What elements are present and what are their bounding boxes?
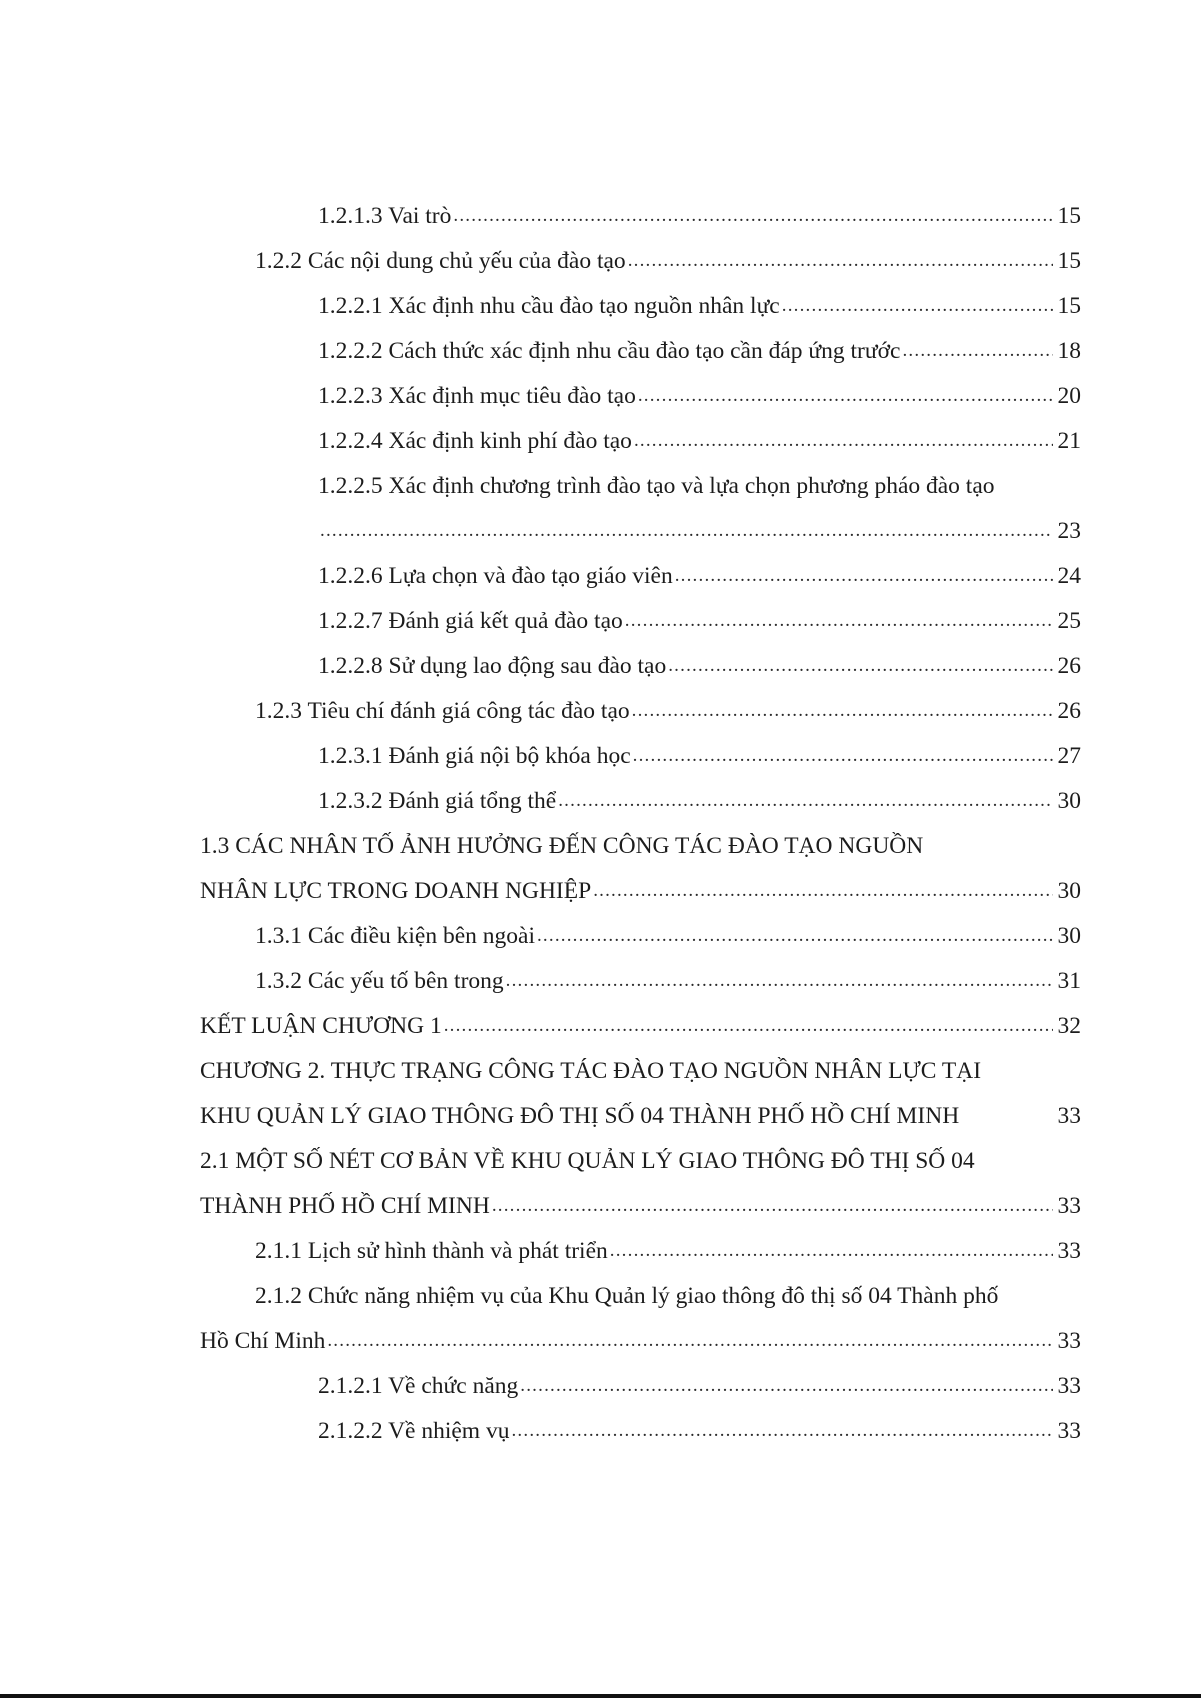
toc-entry-title: 1.3 CÁC NHÂN TỐ ẢNH HƯỞNG ĐẾN CÔNG TÁC ĐÀO TẠO NGUỒN bbox=[200, 833, 924, 859]
toc-entry bbox=[318, 1367, 1081, 1401]
toc-entry-title: 1.2.2.4 Xác định kinh phí đào tạo bbox=[318, 428, 632, 454]
toc-entry-title: 1.2.3 Tiêu chí đánh giá công tác đào tạo bbox=[255, 698, 630, 724]
toc-entry-title: 2.1.2 Chức năng nhiệm vụ của Khu Quản lý giao thông đô thị số 04 Thành phố bbox=[255, 1283, 999, 1309]
toc-entry-title: 1.2.2.8 Sử dụng lao động sau đào tạo bbox=[318, 653, 667, 679]
toc-entry-wrapped-end bbox=[200, 1322, 1081, 1356]
toc-leader-dots bbox=[453, 204, 1053, 228]
toc-entry-page: 20 bbox=[1057, 383, 1081, 409]
toc-entry-title: 1.3.2 Các yếu tố bên trong bbox=[255, 968, 504, 994]
toc-entry bbox=[255, 917, 1081, 951]
toc-entry bbox=[318, 1412, 1081, 1446]
toc-entry bbox=[318, 557, 1081, 591]
toc-entry bbox=[255, 692, 1081, 726]
toc-leader-dots bbox=[593, 879, 1053, 903]
toc-leader-dots bbox=[520, 1374, 1053, 1398]
toc-entry bbox=[255, 962, 1081, 996]
toc-entry bbox=[318, 737, 1081, 771]
toc-entry-wrapped-start bbox=[200, 827, 1081, 861]
toc-leader-dots bbox=[537, 924, 1053, 948]
toc-leader-dots bbox=[638, 384, 1053, 408]
toc-leader-dots bbox=[675, 564, 1053, 588]
toc-entry-page: 33 bbox=[1057, 1238, 1081, 1264]
toc-entry-title: KHU QUẢN LÝ GIAO THÔNG ĐÔ THỊ SỐ 04 THÀNH PHỐ HỒ CHÍ MINH bbox=[200, 1103, 960, 1129]
toc-entry-title: 1.2.2.5 Xác định chương trình đào tạo và lựa chọn phương pháo đào tạo bbox=[318, 473, 995, 499]
toc-entry-page: 15 bbox=[1057, 293, 1081, 319]
toc-entry-page: 31 bbox=[1057, 968, 1081, 994]
toc-leader-dots bbox=[511, 1419, 1053, 1443]
toc-entry bbox=[200, 1007, 1081, 1041]
toc-entry-title: 1.2.1.3 Vai trò bbox=[318, 203, 452, 229]
toc-entry-title: 1.2.2.1 Xác định nhu cầu đào tạo nguồn nhân lực bbox=[318, 293, 780, 319]
toc-entry-page: 33 bbox=[1057, 1193, 1081, 1219]
toc-entry-wrapped-end bbox=[200, 1097, 1081, 1131]
toc-entry-wrapped-start bbox=[200, 1142, 1081, 1176]
toc-entry-page: 25 bbox=[1057, 608, 1081, 634]
toc-leader-dots bbox=[633, 744, 1053, 768]
toc-entry-page: 33 bbox=[1057, 1328, 1081, 1354]
toc-leader-dots bbox=[782, 294, 1053, 318]
toc-entry-title: 1.2.2.7 Đánh giá kết quả đào tạo bbox=[318, 608, 623, 634]
toc-entry bbox=[318, 647, 1081, 681]
toc-entry-page: 30 bbox=[1057, 878, 1081, 904]
toc-entry-title: 2.1.2.1 Về chức năng bbox=[318, 1373, 519, 1399]
toc-entry-title: 1.2.3.1 Đánh giá nội bộ khóa học bbox=[318, 743, 631, 769]
toc-entry bbox=[318, 332, 1081, 366]
toc-entry bbox=[318, 287, 1081, 321]
toc-entry-wrapped-start bbox=[200, 1052, 1081, 1086]
toc-entry-page: 21 bbox=[1057, 428, 1081, 454]
page-bottom-edge bbox=[0, 1694, 1201, 1698]
toc-entry-page: 33 bbox=[1057, 1103, 1081, 1129]
toc-leader-dots bbox=[668, 654, 1053, 678]
toc-entry-page: 26 bbox=[1057, 653, 1081, 679]
toc-leader-dots bbox=[444, 1014, 1053, 1038]
toc-leader-dots bbox=[558, 789, 1053, 813]
toc-entry-wrapped-end bbox=[200, 1187, 1081, 1221]
toc-entry-title: 1.2.2.6 Lựa chọn và đào tạo giáo viên bbox=[318, 563, 673, 589]
toc-leader-dots bbox=[327, 1329, 1053, 1353]
toc-entry-title: Hồ Chí Minh bbox=[200, 1328, 326, 1354]
toc-entry-title: 2.1 MỘT SỐ NÉT CƠ BẢN VỀ KHU QUẢN LÝ GIAO THÔNG ĐÔ THỊ SỐ 04 bbox=[200, 1148, 975, 1174]
toc-entry-title: CHƯƠNG 2. THỰC TRẠNG CÔNG TÁC ĐÀO TẠO NGUỒN NHÂN LỰC TẠI bbox=[200, 1058, 982, 1084]
toc-entry-page: 27 bbox=[1057, 743, 1081, 769]
toc-entry-wrapped-end bbox=[200, 872, 1081, 906]
toc-entry-page: 15 bbox=[1057, 203, 1081, 229]
toc-entry bbox=[255, 1232, 1081, 1266]
toc-leader-dots bbox=[625, 609, 1053, 633]
toc-leader-dots bbox=[634, 429, 1053, 453]
toc-entry bbox=[318, 602, 1081, 636]
toc-entry-page: 18 bbox=[1057, 338, 1081, 364]
toc-entry bbox=[318, 782, 1081, 816]
toc-entry-page: 24 bbox=[1057, 563, 1081, 589]
toc-entry bbox=[318, 197, 1081, 231]
toc-entry-title: THÀNH PHỐ HỒ CHÍ MINH bbox=[200, 1193, 490, 1219]
toc-entry-title: KẾT LUẬN CHƯƠNG 1 bbox=[200, 1013, 442, 1039]
toc-entry-page: 32 bbox=[1057, 1013, 1081, 1039]
toc-entry-title: 1.2.3.2 Đánh giá tổng thể bbox=[318, 788, 557, 814]
toc-entry-title: 2.1.2.2 Về nhiệm vụ bbox=[318, 1418, 510, 1444]
toc-leader-dots bbox=[320, 519, 1053, 543]
toc-leader-dots bbox=[610, 1239, 1053, 1263]
toc-leader-dots bbox=[632, 699, 1053, 723]
toc-entry-wrapped-start bbox=[318, 467, 1081, 501]
toc-entry-title: NHÂN LỰC TRONG DOANH NGHIỆP bbox=[200, 878, 592, 904]
toc-entry bbox=[318, 377, 1081, 411]
toc-leader-dots bbox=[506, 969, 1053, 993]
toc-entry-page: 30 bbox=[1057, 788, 1081, 814]
toc-entry-wrapped-start bbox=[255, 1277, 1081, 1311]
toc-entry-page: 30 bbox=[1057, 923, 1081, 949]
toc-entry-wrapped-end bbox=[318, 512, 1081, 546]
toc-entry-title: 1.2.2.3 Xác định mục tiêu đào tạo bbox=[318, 383, 636, 409]
toc-entry-title: 1.2.2 Các nội dung chủ yếu của đào tạo bbox=[255, 248, 626, 274]
toc-entry-title: 2.1.1 Lịch sử hình thành và phát triển bbox=[255, 1238, 608, 1264]
toc-entry-page: 23 bbox=[1057, 518, 1081, 544]
toc-leader-dots bbox=[902, 339, 1053, 363]
toc-entry-title: 1.3.1 Các điều kiện bên ngoài bbox=[255, 923, 535, 949]
toc-leader-dots bbox=[628, 249, 1053, 273]
toc-entry-page: 33 bbox=[1057, 1373, 1081, 1399]
toc-entry bbox=[318, 422, 1081, 456]
toc-entry bbox=[255, 242, 1081, 276]
toc-leader-dots bbox=[492, 1194, 1053, 1218]
toc-entry-page: 15 bbox=[1057, 248, 1081, 274]
toc-entry-page: 33 bbox=[1057, 1418, 1081, 1444]
toc-entry-title: 1.2.2.2 Cách thức xác định nhu cầu đào tạo cần đáp ứng trước bbox=[318, 338, 901, 364]
toc-entry-page: 26 bbox=[1057, 698, 1081, 724]
